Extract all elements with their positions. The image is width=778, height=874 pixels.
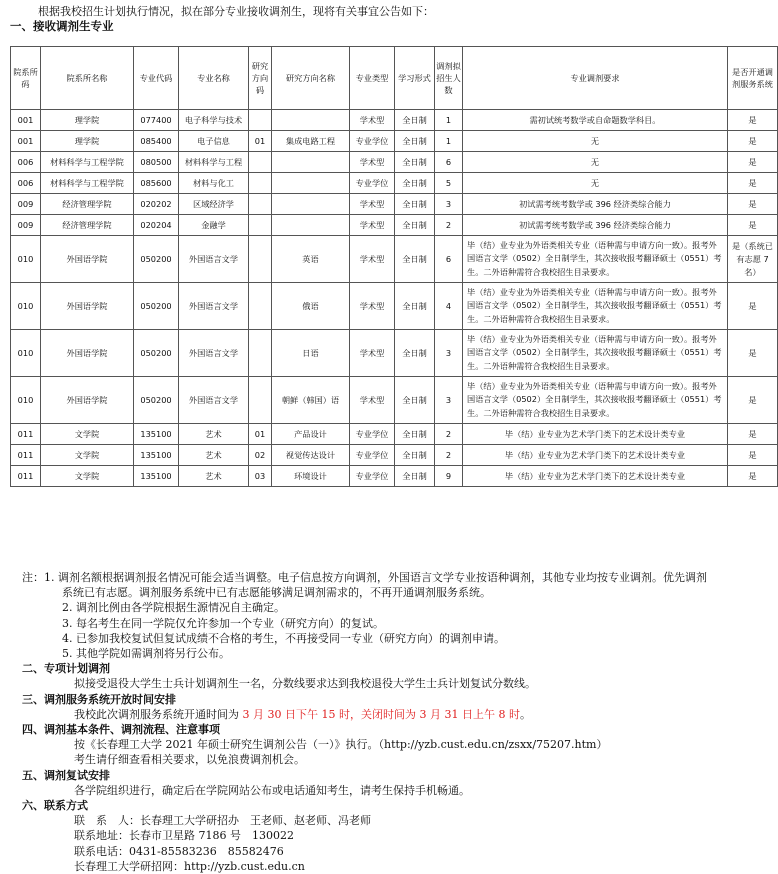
section-3-body (22, 707, 752, 722)
contact-person: 联 系 人：长春理工大学研招办 王老师、赵老师、冯老师 (74, 814, 371, 828)
table-row (11, 173, 778, 194)
header-dept-name: 院系所名称 (41, 47, 134, 110)
cell-direction-name (272, 173, 350, 194)
cell-study-form: 全日制 (395, 424, 435, 445)
note-5: 5. 其他学院如需调剂将另行公布。 (62, 647, 230, 661)
cell-major-code: 085400 (134, 131, 179, 152)
cell-direction-name (272, 215, 350, 236)
cell-dept-code: 011 (11, 445, 41, 466)
cell-service-open: 是 (728, 466, 778, 487)
cell-service-open: 是 (728, 445, 778, 466)
table-row (11, 424, 778, 445)
cell-dept-code: 010 (11, 236, 41, 283)
cell-study-form: 全日制 (395, 236, 435, 283)
cell-major-code: 050200 (134, 377, 179, 424)
note-1: 注：1. 调剂名额根据调剂报名情况可能会适当调整。电子信息按方向调剂，外国语言文学专业按语种调剂，其他专业均按专业调剂。优先调剂 (22, 571, 707, 584)
section-3-end: 。 (519, 707, 531, 721)
section-title-6: 六、联系方式 (22, 799, 88, 813)
cell-service-open: 是 (728, 215, 778, 236)
cell-direction-name: 产品设计 (272, 424, 350, 445)
cell-major-type: 学术型 (350, 330, 395, 377)
table-row (11, 377, 778, 424)
cell-major-code: 050200 (134, 283, 179, 330)
header-dept-code: 院系所码 (11, 47, 41, 110)
cell-major-code: 050200 (134, 330, 179, 377)
header-major-code: 专业代码 (134, 47, 179, 110)
cell-direction-code: 01 (249, 131, 272, 152)
cell-direction-code (249, 377, 272, 424)
cell-requirements: 毕（结）业专业为艺术学门类下的艺术设计类专业 (463, 445, 728, 466)
cell-dept-name: 理学院 (41, 110, 134, 131)
cell-study-form: 全日制 (395, 377, 435, 424)
cell-service-open: 是 (728, 131, 778, 152)
cell-direction-code: 01 (249, 424, 272, 445)
cell-direction-name (272, 152, 350, 173)
cell-service-open: 是 (728, 152, 778, 173)
cell-major-code: 077400 (134, 110, 179, 131)
cell-service-open: 是 (728, 194, 778, 215)
cell-requirements: 无 (463, 152, 728, 173)
cell-study-form: 全日制 (395, 131, 435, 152)
cell-direction-code (249, 194, 272, 215)
cell-direction-code (249, 152, 272, 173)
cell-study-form: 全日制 (395, 173, 435, 194)
close-time-prefix: ，关闭时间为 (349, 707, 420, 721)
cell-planned-number: 6 (435, 236, 463, 283)
cell-requirements: 初试需考统考数学或 396 经济类综合能力 (463, 194, 728, 215)
table-row (11, 445, 778, 466)
cell-direction-code (249, 236, 272, 283)
cell-major-code: 020202 (134, 194, 179, 215)
cell-planned-number: 1 (435, 110, 463, 131)
cell-dept-code: 011 (11, 466, 41, 487)
cell-major-code: 020204 (134, 215, 179, 236)
cell-direction-name: 集成电路工程 (272, 131, 350, 152)
note-2: 2. 调剂比例由各学院根据生源情况自主确定。 (62, 601, 285, 615)
note-4: 4. 已参加我校复试但复试成绩不合格的考生，不再接受同一专业（研究方向）的调剂申请。 (62, 631, 505, 645)
section-4-line-1: 按《长春理工大学 2021 年硕士研究生调剂公告（一）》执行。（http://yzb.cust.edu.cn/zsxx/75207.htm） (74, 738, 608, 752)
cell-requirements: 毕（结）业专业为艺术学门类下的艺术设计类专业 (463, 466, 728, 487)
cell-major-code: 135100 (134, 424, 179, 445)
cell-direction-name: 环境设计 (272, 466, 350, 487)
table-row (11, 152, 778, 173)
cell-major-name: 艺术 (179, 466, 249, 487)
cell-requirements: 无 (463, 131, 728, 152)
section-4-line-2: 考生请仔细查看相关要求，以免浪费调剂机会。 (74, 753, 305, 767)
cell-service-open: 是 (728, 173, 778, 194)
cell-major-name: 外国语言文学 (179, 330, 249, 377)
cell-direction-code (249, 110, 272, 131)
cell-planned-number: 3 (435, 330, 463, 377)
header-planned-number: 调剂拟招生人数 (435, 47, 463, 110)
cell-major-type: 专业学位 (350, 466, 395, 487)
cell-study-form: 全日制 (395, 466, 435, 487)
cell-major-name: 区域经济学 (179, 194, 249, 215)
cell-major-code: 135100 (134, 466, 179, 487)
cell-study-form: 全日制 (395, 215, 435, 236)
cell-dept-code: 010 (11, 283, 41, 330)
cell-major-name: 电子信息 (179, 131, 249, 152)
notes-section (22, 570, 752, 874)
cell-major-type: 学术型 (350, 194, 395, 215)
intro-text: 根据我校招生计划执行情况，拟在部分专业接收调剂生，现将有关事宜公告如下： (38, 5, 434, 18)
cell-major-name: 外国语言文学 (179, 236, 249, 283)
cell-dept-code: 009 (11, 215, 41, 236)
cell-direction-code (249, 330, 272, 377)
table-header-row (11, 47, 778, 110)
cell-requirements: 毕（结）业专业为外语类相关专业（语种需与申请方向一致）。报考外国语言文学（0502）全日制学生，其次接收报考翻译硕士（0551）考生。二外语种需符合我校招生目录要求。 (463, 377, 728, 424)
cell-direction-name (272, 194, 350, 215)
cell-major-type: 学术型 (350, 377, 395, 424)
table-row (11, 215, 778, 236)
cell-planned-number: 9 (435, 466, 463, 487)
cell-requirements: 无 (463, 173, 728, 194)
cell-study-form: 全日制 (395, 152, 435, 173)
cell-planned-number: 2 (435, 445, 463, 466)
cell-direction-name: 视觉传达设计 (272, 445, 350, 466)
cell-service-open: 是 (728, 330, 778, 377)
cell-major-name: 电子科学与技术 (179, 110, 249, 131)
cell-major-type: 专业学位 (350, 445, 395, 466)
cell-requirements: 初试需考统考数学或 396 经济类综合能力 (463, 215, 728, 236)
cell-dept-name: 文学院 (41, 424, 134, 445)
cell-major-name: 材料与化工 (179, 173, 249, 194)
cell-dept-code: 010 (11, 377, 41, 424)
cell-major-type: 学术型 (350, 110, 395, 131)
cell-requirements: 毕（结）业专业为外语类相关专业（语种需与申请方向一致）。报考外国语言文学（0502）全日制学生，其次接收报考翻译硕士（0551）考生。二外语种需符合我校招生目录要求。 (463, 330, 728, 377)
cell-service-open: 是 (728, 110, 778, 131)
cell-dept-name: 材料科学与工程学院 (41, 152, 134, 173)
cell-service-open: 是 (728, 424, 778, 445)
cell-major-name: 艺术 (179, 424, 249, 445)
contact-phone: 联系电话：0431-85583236 85582476 (74, 844, 284, 858)
header-service-open: 是否开通调剂服务系统 (728, 47, 778, 110)
cell-planned-number: 2 (435, 215, 463, 236)
adjustment-table (10, 46, 778, 487)
section-title-1: 一、接收调剂生专业 (10, 19, 114, 33)
section-title-4: 四、调剂基本条件、调剂流程、注意事项 (22, 723, 220, 737)
cell-dept-name: 经济管理学院 (41, 194, 134, 215)
cell-major-code: 135100 (134, 445, 179, 466)
contact-website[interactable]: 长春理工大学研招网：http://yzb.cust.edu.cn (74, 859, 305, 873)
section-2-body: 拟接受退役大学生士兵计划调剂生一名，分数线要求达到我校退役大学生士兵计划复试分数线。 (74, 677, 536, 691)
cell-major-type: 学术型 (350, 283, 395, 330)
cell-study-form: 全日制 (395, 110, 435, 131)
cell-requirements: 毕（结）业专业为外语类相关专业（语种需与申请方向一致）。报考外国语言文学（0502）全日制学生，其次接收报考翻译硕士（0551）考生。二外语种需符合我校招生目录要求。 (463, 236, 728, 283)
cell-service-open: 是 (728, 283, 778, 330)
cell-dept-code: 006 (11, 173, 41, 194)
header-direction-name: 研究方向名称 (272, 47, 350, 110)
cell-major-type: 学术型 (350, 236, 395, 283)
cell-dept-name: 经济管理学院 (41, 215, 134, 236)
note-3: 3. 每名考生在同一学院仅允许参加一个专业（研究方向）的复试。 (62, 616, 384, 630)
cell-major-code: 080500 (134, 152, 179, 173)
cell-direction-name (272, 110, 350, 131)
contact-address: 联系地址：长春市卫星路 7186 号 130022 (74, 829, 294, 843)
cell-planned-number: 2 (435, 424, 463, 445)
cell-planned-number: 3 (435, 377, 463, 424)
cell-direction-code: 03 (249, 466, 272, 487)
cell-requirements: 毕（结）业专业为外语类相关专业（语种需与申请方向一致）。报考外国语言文学（0502）全日制学生，其次接收报考翻译硕士（0551）考生。二外语种需符合我校招生目录要求。 (463, 283, 728, 330)
cell-study-form: 全日制 (395, 194, 435, 215)
section-title-3: 三、调剂服务系统开放时间安排 (22, 692, 176, 706)
cell-dept-name: 材料科学与工程学院 (41, 173, 134, 194)
table-row (11, 283, 778, 330)
cell-service-open: 是 (728, 377, 778, 424)
header-requirements: 专业调剂要求 (463, 47, 728, 110)
cell-study-form: 全日制 (395, 445, 435, 466)
table-row (11, 194, 778, 215)
table-row (11, 466, 778, 487)
open-time: 3 月 30 日下午 15 时 (242, 707, 350, 721)
cell-direction-code: 02 (249, 445, 272, 466)
cell-major-type: 专业学位 (350, 424, 395, 445)
table-row (11, 330, 778, 377)
cell-requirements: 毕（结）业专业为艺术学门类下的艺术设计类专业 (463, 424, 728, 445)
cell-dept-code: 001 (11, 110, 41, 131)
cell-major-name: 外国语言文学 (179, 283, 249, 330)
cell-planned-number: 6 (435, 152, 463, 173)
cell-dept-name: 文学院 (41, 445, 134, 466)
cell-dept-code: 011 (11, 424, 41, 445)
table-row (11, 236, 778, 283)
cell-major-name: 材料科学与工程 (179, 152, 249, 173)
header-study-form: 学习形式 (395, 47, 435, 110)
cell-service-open: 是（系统已有志愿 7 名） (728, 236, 778, 283)
cell-requirements: 需初试统考数学或自命题数学科目。 (463, 110, 728, 131)
cell-direction-code (249, 283, 272, 330)
cell-study-form: 全日制 (395, 283, 435, 330)
cell-dept-name: 外国语学院 (41, 377, 134, 424)
cell-major-name: 金融学 (179, 215, 249, 236)
header-direction-code: 研究方向码 (249, 47, 272, 110)
cell-planned-number: 5 (435, 173, 463, 194)
cell-dept-code: 006 (11, 152, 41, 173)
cell-major-name: 艺术 (179, 445, 249, 466)
header-major-type: 专业类型 (350, 47, 395, 110)
section-5-body: 各学院组织进行，确定后在学院网站公布或电话通知考生，请考生保持手机畅通。 (74, 783, 470, 797)
cell-major-type: 专业学位 (350, 173, 395, 194)
cell-planned-number: 1 (435, 131, 463, 152)
table-row (11, 131, 778, 152)
cell-direction-name: 日语 (272, 330, 350, 377)
header-major-name: 专业名称 (179, 47, 249, 110)
close-time: 3 月 31 日上午 8 时 (419, 707, 520, 721)
cell-direction-name: 朝鲜（韩国）语 (272, 377, 350, 424)
cell-major-name: 外国语言文学 (179, 377, 249, 424)
cell-dept-name: 理学院 (41, 131, 134, 152)
cell-direction-name: 英语 (272, 236, 350, 283)
cell-study-form: 全日制 (395, 330, 435, 377)
table-row (11, 110, 778, 131)
cell-major-code: 050200 (134, 236, 179, 283)
open-time-prefix: 我校此次调剂服务系统开通时间为 (74, 707, 243, 721)
cell-direction-code (249, 215, 272, 236)
cell-direction-name: 俄语 (272, 283, 350, 330)
cell-dept-code: 009 (11, 194, 41, 215)
section-title-5: 五、调剂复试安排 (22, 768, 110, 782)
cell-dept-code: 001 (11, 131, 41, 152)
cell-major-code: 085600 (134, 173, 179, 194)
cell-dept-name: 外国语学院 (41, 330, 134, 377)
cell-major-type: 学术型 (350, 215, 395, 236)
cell-planned-number: 4 (435, 283, 463, 330)
cell-direction-code (249, 173, 272, 194)
cell-dept-name: 外国语学院 (41, 236, 134, 283)
cell-planned-number: 3 (435, 194, 463, 215)
section-title-2: 二、专项计划调剂 (22, 662, 110, 676)
note-1-cont: 系统已有志愿。调剂服务系统中已有志愿能够满足调剂需求的，不再开通调剂服务系统。 (62, 586, 491, 600)
cell-major-type: 学术型 (350, 152, 395, 173)
cell-dept-name: 文学院 (41, 466, 134, 487)
cell-dept-name: 外国语学院 (41, 283, 134, 330)
cell-dept-code: 010 (11, 330, 41, 377)
cell-major-type: 专业学位 (350, 131, 395, 152)
